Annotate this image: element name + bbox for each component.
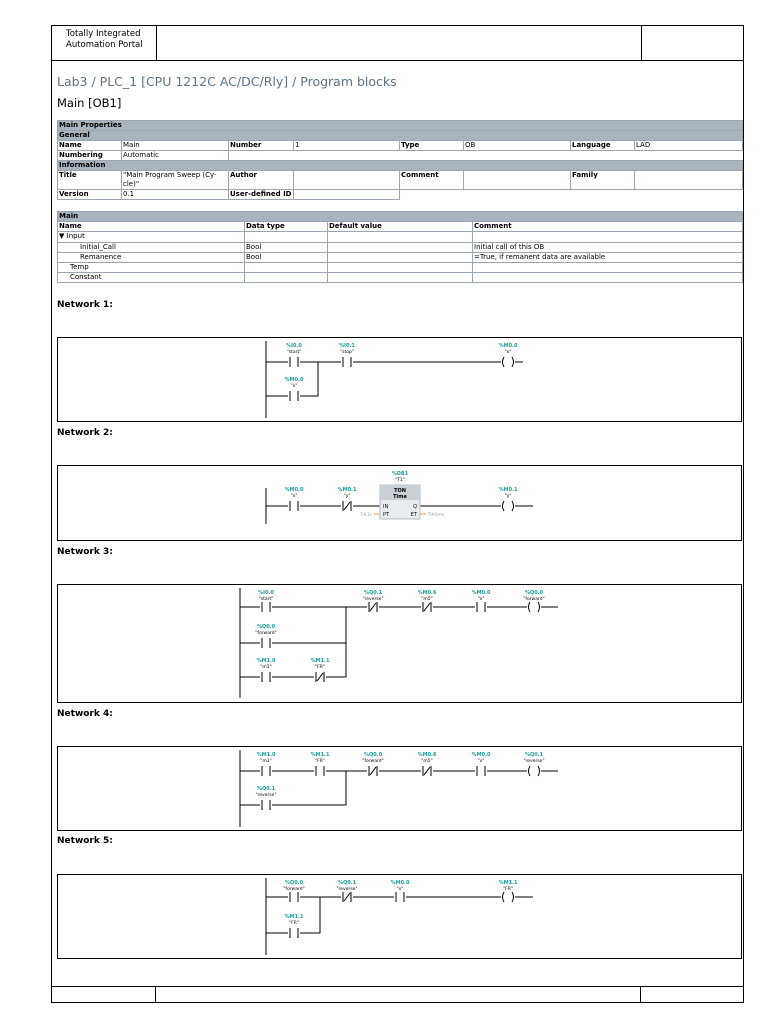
row-name: Remanence <box>58 253 245 263</box>
network-3-title: Network 3: <box>57 547 113 557</box>
contact-tag: "start" <box>258 597 274 602</box>
family-label: Family <box>571 171 635 190</box>
contact-tag: "x" <box>396 887 404 892</box>
network-5-box <box>57 874 742 959</box>
contact-tag: "m5" <box>421 759 433 764</box>
contact-tag: "reverse" <box>362 597 384 602</box>
contact-tag: "FR" <box>315 665 325 670</box>
section-main-properties: Main Properties <box>58 121 743 131</box>
family-value <box>635 171 743 190</box>
coil-address: %M0.0 <box>498 343 518 349</box>
contact-stop[interactable] <box>339 343 355 367</box>
row-comment: Initial call of this OB <box>473 243 743 253</box>
product-name-line2: Automation Portal <box>66 40 143 50</box>
expand-triangle-icon[interactable]: ▼ <box>59 232 65 240</box>
contact-m1[interactable] <box>257 752 276 776</box>
timer-q-pin: Q <box>413 504 417 510</box>
row-name: Temp <box>58 263 245 273</box>
version-label: Version <box>58 190 122 200</box>
contact-start[interactable] <box>258 590 274 612</box>
blank-cell <box>400 190 743 200</box>
contact-address: %M1.0 <box>256 658 276 664</box>
contact-tag: "forward" <box>255 631 277 636</box>
network-2-title: Network 2: <box>57 428 113 438</box>
col-name-header: Name <box>58 222 245 232</box>
col-comment-header: Comment <box>473 222 743 232</box>
name-label: Name <box>58 141 122 151</box>
ladder-diagram-3 <box>58 585 743 704</box>
coil-tag: "x" <box>504 350 512 355</box>
network-4-box <box>57 746 742 831</box>
ladder-diagram-2 <box>58 466 743 542</box>
contact-address: %M1.1 <box>310 658 330 664</box>
page-footer <box>51 986 744 1003</box>
row-name: Input <box>66 232 85 240</box>
timer-db-address: %DB1 <box>391 471 409 477</box>
row-type: Bool <box>245 243 328 253</box>
author-label: Author <box>229 171 294 190</box>
contact-address: %Q0.0 <box>284 880 304 886</box>
network-5-title: Network 5: <box>57 836 113 846</box>
contact-y-negated[interactable] <box>338 487 357 511</box>
name-value: Main <box>122 141 229 151</box>
contact-x[interactable] <box>472 590 491 612</box>
language-label: Language <box>571 141 635 151</box>
contact-address: %M0.6 <box>417 590 437 596</box>
contact-address: %I0.0 <box>286 343 302 349</box>
properties-table <box>57 120 743 200</box>
document-title: Lab3 / PLC_1 [CPU 1212C AC/DC/Rly] / Program blocks <box>57 74 397 89</box>
contact-x[interactable] <box>285 487 304 511</box>
contact-tag: "stop" <box>340 350 354 355</box>
contact-address: %M0.0 <box>471 590 491 596</box>
contact-address: %M0.0 <box>390 880 410 886</box>
coil-forward[interactable] <box>523 590 558 612</box>
type-value: OB <box>464 141 571 151</box>
row-name: Constant <box>58 273 245 283</box>
contact-tag: "m5" <box>421 597 433 602</box>
contact-reverse[interactable] <box>255 786 276 810</box>
footer-divider <box>155 987 156 1003</box>
numbering-label: Numbering <box>58 151 122 161</box>
contact-address: %M0.0 <box>284 377 304 383</box>
user-defined-id-label: User-defined ID <box>230 190 292 198</box>
contact-m5-negated[interactable] <box>418 752 437 776</box>
row-type: Bool <box>245 253 328 263</box>
contact-address: %Q0.1 <box>256 786 276 792</box>
contact-tag: "reverse" <box>336 887 358 892</box>
timer-et-value: T#0ms <box>428 513 445 518</box>
coil-y[interactable] <box>499 487 533 511</box>
contact-x[interactable] <box>472 752 491 776</box>
contact-forward[interactable] <box>283 880 304 902</box>
page-header <box>51 25 744 61</box>
timer-data-type: Time <box>393 494 407 500</box>
network-4-title: Network 4: <box>57 709 113 719</box>
row-name: Initial_Call <box>58 243 245 253</box>
contact-address: %Q0.0 <box>363 752 383 758</box>
contact-reverse-negated[interactable] <box>336 880 357 902</box>
product-name-line1: Totally Integrated <box>66 29 141 39</box>
coil-x[interactable] <box>499 343 523 367</box>
col-type-header: Data type <box>245 222 328 232</box>
contact-x[interactable] <box>285 377 304 401</box>
contact-address: %Q0.0 <box>256 624 276 630</box>
contact-tag: "x" <box>290 384 298 389</box>
author-value <box>294 171 400 190</box>
contact-forward[interactable] <box>255 624 276 648</box>
contact-tag: "m1" <box>260 665 272 670</box>
contact-tag: "y" <box>343 494 351 499</box>
timer-pt-value: T#1s <box>360 513 372 518</box>
contact-m1[interactable] <box>257 658 276 682</box>
table-row <box>58 232 245 243</box>
contact-tag: "start" <box>286 350 302 355</box>
coil-tag: "FR" <box>503 887 513 892</box>
network-2-box <box>57 465 742 541</box>
coil-address: %M1.1 <box>498 880 518 886</box>
timer-db-tag: "T1" <box>395 478 405 483</box>
network-1-box <box>57 337 742 422</box>
coil-tag: "forward" <box>523 597 545 602</box>
contact-tag: "x" <box>477 597 485 602</box>
interface-table <box>57 211 743 283</box>
contact-address: %I0.0 <box>258 590 274 596</box>
contact-forward-negated[interactable] <box>362 752 383 776</box>
user-defined-id-value <box>294 190 400 200</box>
coil-reverse[interactable] <box>523 752 558 776</box>
contact-tag: "x" <box>477 759 485 764</box>
contact-fr[interactable] <box>285 914 304 938</box>
contact-address: %M0.1 <box>337 487 357 493</box>
timer-et-pin: ET <box>410 512 417 518</box>
section-general: General <box>58 131 743 141</box>
coil-address: %Q0.0 <box>524 590 544 596</box>
number-label: Number <box>229 141 294 151</box>
blank-cell <box>229 151 743 161</box>
network-1-title: Network 1: <box>57 300 113 310</box>
contact-m5-negated[interactable] <box>418 590 437 612</box>
title-value: "Main Program Sweep (Cy-cle)" <box>122 171 229 190</box>
contact-fr-negated[interactable] <box>311 658 330 682</box>
network-3-box <box>57 584 742 703</box>
contact-address: %M0.6 <box>417 752 437 758</box>
footer-divider <box>640 987 641 1003</box>
contact-address: %M1.0 <box>256 752 276 758</box>
timer-type: TON <box>394 488 406 494</box>
ladder-diagram-4 <box>58 747 743 832</box>
numbering-value: Automatic <box>122 151 229 161</box>
title-label: Title <box>58 171 122 190</box>
row-comment: =True, if remanent data are available <box>473 253 743 263</box>
language-value: LAD <box>635 141 743 151</box>
coil-tag: "y" <box>504 494 512 499</box>
number-value: 1 <box>294 141 400 151</box>
contact-address: %M0.0 <box>284 487 304 493</box>
ladder-diagram-1 <box>58 338 743 423</box>
contact-reverse-negated[interactable] <box>362 590 383 612</box>
contact-start[interactable] <box>286 343 302 367</box>
block-title: Main [OB1] <box>57 96 122 110</box>
ladder-diagram-5 <box>58 875 743 960</box>
coil-address: %M0.1 <box>498 487 518 493</box>
timer-pt-pin: PT <box>383 512 390 518</box>
contact-address: %Q0.1 <box>363 590 383 596</box>
header-divider <box>156 26 157 60</box>
contact-tag: "forward" <box>283 887 305 892</box>
contact-address: %M0.0 <box>471 752 491 758</box>
coil-address: %Q0.1 <box>524 752 544 758</box>
coil-tag: "reverse" <box>523 759 545 764</box>
ton-timer-block[interactable] <box>359 471 445 519</box>
product-name <box>66 29 143 51</box>
version-value: 0.1 <box>122 190 229 200</box>
contact-tag: "reverse" <box>255 793 277 798</box>
col-default-header: Default value <box>328 222 473 232</box>
contact-tag: "FR" <box>289 921 299 926</box>
contact-tag: "m1" <box>260 759 272 764</box>
contact-address: %Q0.1 <box>337 880 357 886</box>
contact-tag: "x" <box>290 494 298 499</box>
contact-x[interactable] <box>391 880 410 902</box>
contact-address: %I0.1 <box>339 343 355 349</box>
comment-label: Comment <box>400 171 464 190</box>
comment-value <box>464 171 571 190</box>
header-divider <box>641 26 642 60</box>
contact-tag: "forward" <box>362 759 384 764</box>
section-main: Main <box>58 212 743 222</box>
contact-tag: "FR" <box>315 759 325 764</box>
type-label: Type <box>400 141 464 151</box>
section-information: Information <box>58 161 743 171</box>
contact-fr[interactable] <box>311 752 330 776</box>
coil-fr[interactable] <box>499 880 533 902</box>
contact-address: %M1.1 <box>284 914 304 920</box>
contact-address: %M1.1 <box>310 752 330 758</box>
timer-in-pin: IN <box>383 504 389 510</box>
